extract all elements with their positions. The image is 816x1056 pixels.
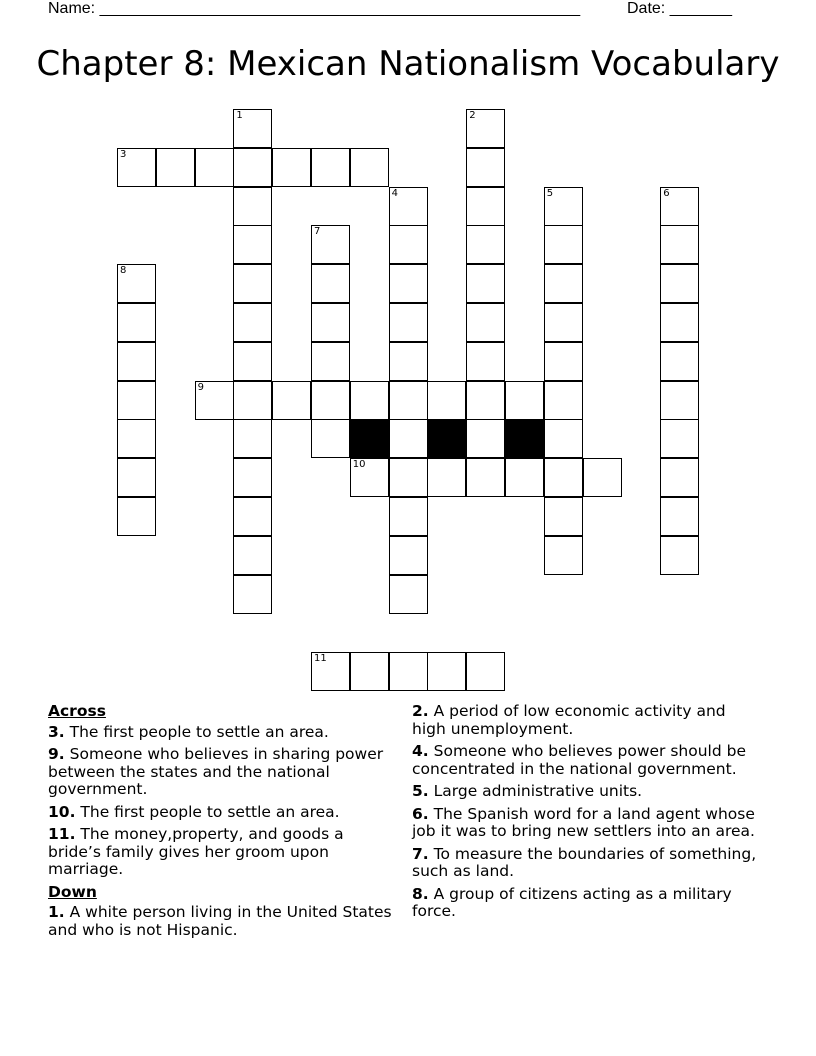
crossword-cell[interactable] xyxy=(427,381,466,420)
clue-across-3 xyxy=(48,724,398,742)
crossword-cell[interactable] xyxy=(466,458,505,497)
black-cell xyxy=(350,419,389,458)
crossword-cell[interactable] xyxy=(583,458,622,497)
crossword-cell[interactable] xyxy=(272,148,311,187)
clue-across-9 xyxy=(48,746,398,799)
crossword-cell[interactable] xyxy=(660,419,699,458)
clue-number: 4. xyxy=(412,742,429,760)
crossword-cell[interactable] xyxy=(156,148,195,187)
cell-number: 9 xyxy=(197,381,204,393)
crossword-cell[interactable] xyxy=(233,536,272,575)
clue-down-6 xyxy=(412,806,762,841)
clue-number: 9. xyxy=(48,745,65,763)
clue-number: 1. xyxy=(48,903,65,921)
crossword-cell[interactable] xyxy=(389,652,428,691)
cell-number: 10 xyxy=(352,459,366,471)
crossword-cell[interactable] xyxy=(195,148,234,187)
clue-text: The first people to settle an area. xyxy=(80,802,340,821)
crossword-cell[interactable] xyxy=(272,381,311,420)
crossword-cell[interactable] xyxy=(389,419,428,458)
crossword-cell[interactable] xyxy=(660,342,699,381)
crossword-cell[interactable] xyxy=(117,303,156,342)
crossword-cell[interactable] xyxy=(117,342,156,381)
down-heading: Down xyxy=(48,882,97,901)
clue-number: 7. xyxy=(412,844,429,863)
clue-across-11 xyxy=(48,826,398,879)
clue-text: A period of low economic activity and high unemployment. xyxy=(412,702,726,738)
crossword-cell[interactable] xyxy=(466,264,505,303)
crossword-cell[interactable] xyxy=(660,225,699,264)
crossword-cell[interactable] xyxy=(544,225,583,264)
crossword-cell[interactable] xyxy=(389,536,428,575)
crossword-cell[interactable] xyxy=(544,303,583,342)
crossword-cell[interactable] xyxy=(117,458,156,497)
crossword-cell[interactable] xyxy=(544,342,583,381)
crossword-cell[interactable] xyxy=(466,187,505,226)
crossword-cell[interactable] xyxy=(233,458,272,497)
clue-down-2 xyxy=(412,703,762,738)
crossword-cell[interactable] xyxy=(117,264,156,303)
clue-text: Someone who believes in sharing power between the states and the national government. xyxy=(48,745,384,798)
crossword-cell[interactable] xyxy=(660,303,699,342)
crossword-cell[interactable] xyxy=(233,264,272,303)
crossword-cell[interactable] xyxy=(660,187,699,226)
clue-down-7 xyxy=(412,846,762,881)
clue-text: To measure the boundaries of something, such as land. xyxy=(412,844,757,880)
crossword-cell[interactable] xyxy=(311,342,350,381)
crossword-cell[interactable] xyxy=(505,381,544,420)
clue-text: The money,property, and goods a bride’s family gives her groom upon marriage. xyxy=(48,825,344,878)
crossword-cell[interactable] xyxy=(233,381,272,420)
crossword-cell[interactable] xyxy=(389,342,428,381)
clue-number: 8. xyxy=(412,884,429,903)
crossword-cell[interactable] xyxy=(660,536,699,575)
crossword-cell[interactable] xyxy=(544,458,583,497)
clue-down-1 xyxy=(48,904,398,939)
crossword-cell[interactable] xyxy=(544,264,583,303)
crossword-cell[interactable] xyxy=(195,381,234,420)
clue-number: 5. xyxy=(412,782,429,800)
crossword-cell[interactable] xyxy=(311,264,350,303)
crossword-cell[interactable] xyxy=(389,264,428,303)
clue-text: A group of citizens acting as a military force. xyxy=(412,884,732,920)
crossword-cell[interactable] xyxy=(427,458,466,497)
crossword-cell[interactable] xyxy=(505,458,544,497)
crossword-cell[interactable] xyxy=(389,187,428,226)
crossword-cell[interactable] xyxy=(311,381,350,420)
clue-text: The first people to settle an area. xyxy=(69,722,329,741)
crossword-cell[interactable] xyxy=(233,225,272,264)
clue-text: Large administrative units. xyxy=(433,782,643,800)
clues-left-column xyxy=(48,703,398,944)
clues-right-column xyxy=(412,703,762,926)
across-heading: Across xyxy=(48,702,106,720)
clue-text: Someone who believes power should be concentrated in the national government. xyxy=(412,742,746,778)
crossword-cell[interactable] xyxy=(311,148,350,187)
clue-number: 6. xyxy=(412,804,429,823)
cell-number: 1 xyxy=(236,110,243,121)
crossword-cell[interactable] xyxy=(233,419,272,458)
crossword-cell[interactable] xyxy=(660,458,699,497)
clue-text: A white person living in the United States and who is not Hispanic. xyxy=(48,903,392,939)
crossword-cell[interactable] xyxy=(466,342,505,381)
crossword-cell[interactable] xyxy=(389,381,428,420)
crossword-cell[interactable] xyxy=(544,536,583,575)
crossword-cell[interactable] xyxy=(117,381,156,420)
crossword-cell[interactable] xyxy=(466,225,505,264)
crossword-cell[interactable] xyxy=(544,187,583,226)
crossword-cell[interactable] xyxy=(233,187,272,226)
crossword-cell[interactable] xyxy=(117,419,156,458)
crossword-cell[interactable] xyxy=(660,381,699,420)
black-cell xyxy=(427,419,466,458)
crossword-cell[interactable] xyxy=(233,109,272,148)
crossword-cell[interactable] xyxy=(311,225,350,264)
crossword-cell[interactable] xyxy=(466,652,505,691)
crossword-cell[interactable] xyxy=(660,497,699,536)
cell-number: 4 xyxy=(391,187,398,199)
crossword-cell[interactable] xyxy=(389,225,428,264)
clue-down-8 xyxy=(412,886,762,921)
crossword-cell[interactable] xyxy=(311,652,350,691)
clue-number: 2. xyxy=(412,702,429,720)
cell-number: 8 xyxy=(120,265,127,277)
crossword-cell[interactable] xyxy=(117,148,156,187)
cell-number: 7 xyxy=(314,226,321,238)
crossword-cell[interactable] xyxy=(233,575,272,614)
cell-number: 2 xyxy=(469,110,476,121)
cell-number: 11 xyxy=(314,653,327,665)
crossword-cell[interactable] xyxy=(660,264,699,303)
cell-number: 6 xyxy=(663,187,670,199)
crossword-cell[interactable] xyxy=(544,381,583,420)
crossword-cell[interactable] xyxy=(233,497,272,536)
crossword-cell[interactable] xyxy=(350,652,389,691)
crossword-cell[interactable] xyxy=(389,575,428,614)
name-field-line: Name: ______________________________________________________ xyxy=(48,0,581,17)
crossword-cell[interactable] xyxy=(350,381,389,420)
crossword-cell[interactable] xyxy=(350,458,389,497)
crossword-cell[interactable] xyxy=(311,419,350,458)
page-title: Chapter 8: Mexican Nationalism Vocabulary xyxy=(36,44,780,84)
clue-number: 3. xyxy=(48,722,65,741)
crossword-cell[interactable] xyxy=(466,419,505,458)
crossword-cell[interactable] xyxy=(389,458,428,497)
crossword-cell[interactable] xyxy=(466,303,505,342)
crossword-cell[interactable] xyxy=(389,497,428,536)
crossword-cell[interactable] xyxy=(427,652,466,691)
crossword-cell[interactable] xyxy=(233,303,272,342)
date-field-line: Date: _______ xyxy=(627,0,732,17)
crossword-cell[interactable] xyxy=(233,148,272,187)
crossword-cell[interactable] xyxy=(544,419,583,458)
crossword-cell[interactable] xyxy=(233,342,272,381)
clue-text: The Spanish word for a land agent whose job it was to bring new settlers into an area. xyxy=(412,804,755,840)
crossword-cell[interactable] xyxy=(350,148,389,187)
crossword-cell[interactable] xyxy=(389,303,428,342)
black-cell xyxy=(505,419,544,458)
crossword-cell[interactable] xyxy=(311,303,350,342)
cell-number: 3 xyxy=(120,148,127,160)
crossword-cell[interactable] xyxy=(117,497,156,536)
crossword-cell[interactable] xyxy=(466,148,505,187)
clue-down-5 xyxy=(412,783,762,801)
cell-number: 5 xyxy=(546,187,554,199)
clue-number: 10. xyxy=(48,802,76,821)
crossword-cell[interactable] xyxy=(466,109,505,148)
clue-down-4 xyxy=(412,743,762,778)
clue-number: 11. xyxy=(48,825,76,843)
clue-across-10 xyxy=(48,804,398,822)
crossword-cell[interactable] xyxy=(466,381,505,420)
crossword-cell[interactable] xyxy=(544,497,583,536)
